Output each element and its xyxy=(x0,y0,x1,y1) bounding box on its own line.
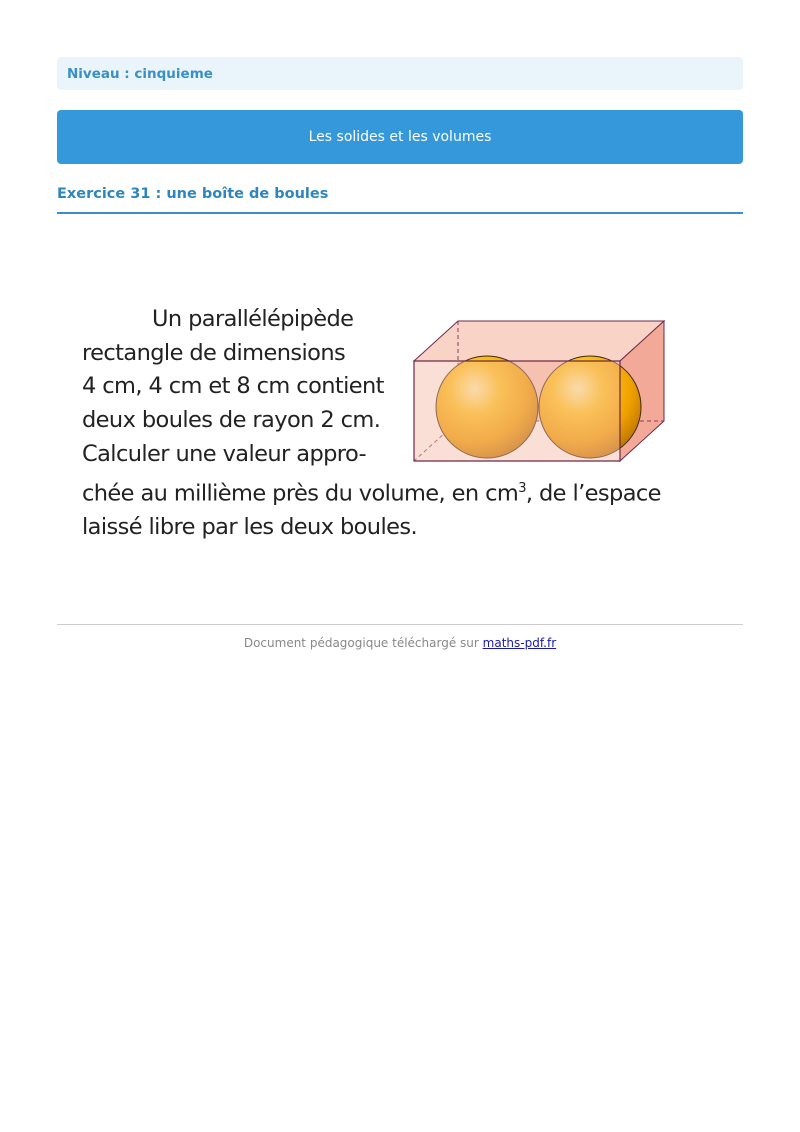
level-label: Niveau : cinquieme xyxy=(67,65,213,82)
footer-text: Document pédagogique téléchargé sur xyxy=(243,636,479,650)
footer-divider xyxy=(57,624,743,625)
footer xyxy=(0,636,800,650)
text-line: chée au millième près du volume, en $cm^3$, de l’espace xyxy=(82,480,661,507)
superscript-exponent: 3 xyxy=(518,480,526,496)
chapter-banner xyxy=(57,110,743,164)
chapter-title: Les solides et les volumes xyxy=(308,129,492,145)
text-line: rectangle de dimensions xyxy=(82,339,346,366)
text-line: laissé libre par les deux boules. xyxy=(82,513,418,540)
box-with-balls-illustration xyxy=(410,319,678,465)
footer-link[interactable]: maths-pdf.fr xyxy=(482,636,557,650)
text-line: deux boules de rayon 2 cm. xyxy=(82,407,381,434)
exercise-title: Exercice 31 : une boîte de boules xyxy=(57,186,743,214)
level-banner xyxy=(57,57,743,90)
text-line: Un parallélépipède xyxy=(152,306,354,332)
text-line: Calculer une valeur appro- xyxy=(82,440,367,467)
text-line: 4 cm, 4 cm et 8 cm contient xyxy=(82,373,384,400)
exercise-statement xyxy=(82,303,682,543)
